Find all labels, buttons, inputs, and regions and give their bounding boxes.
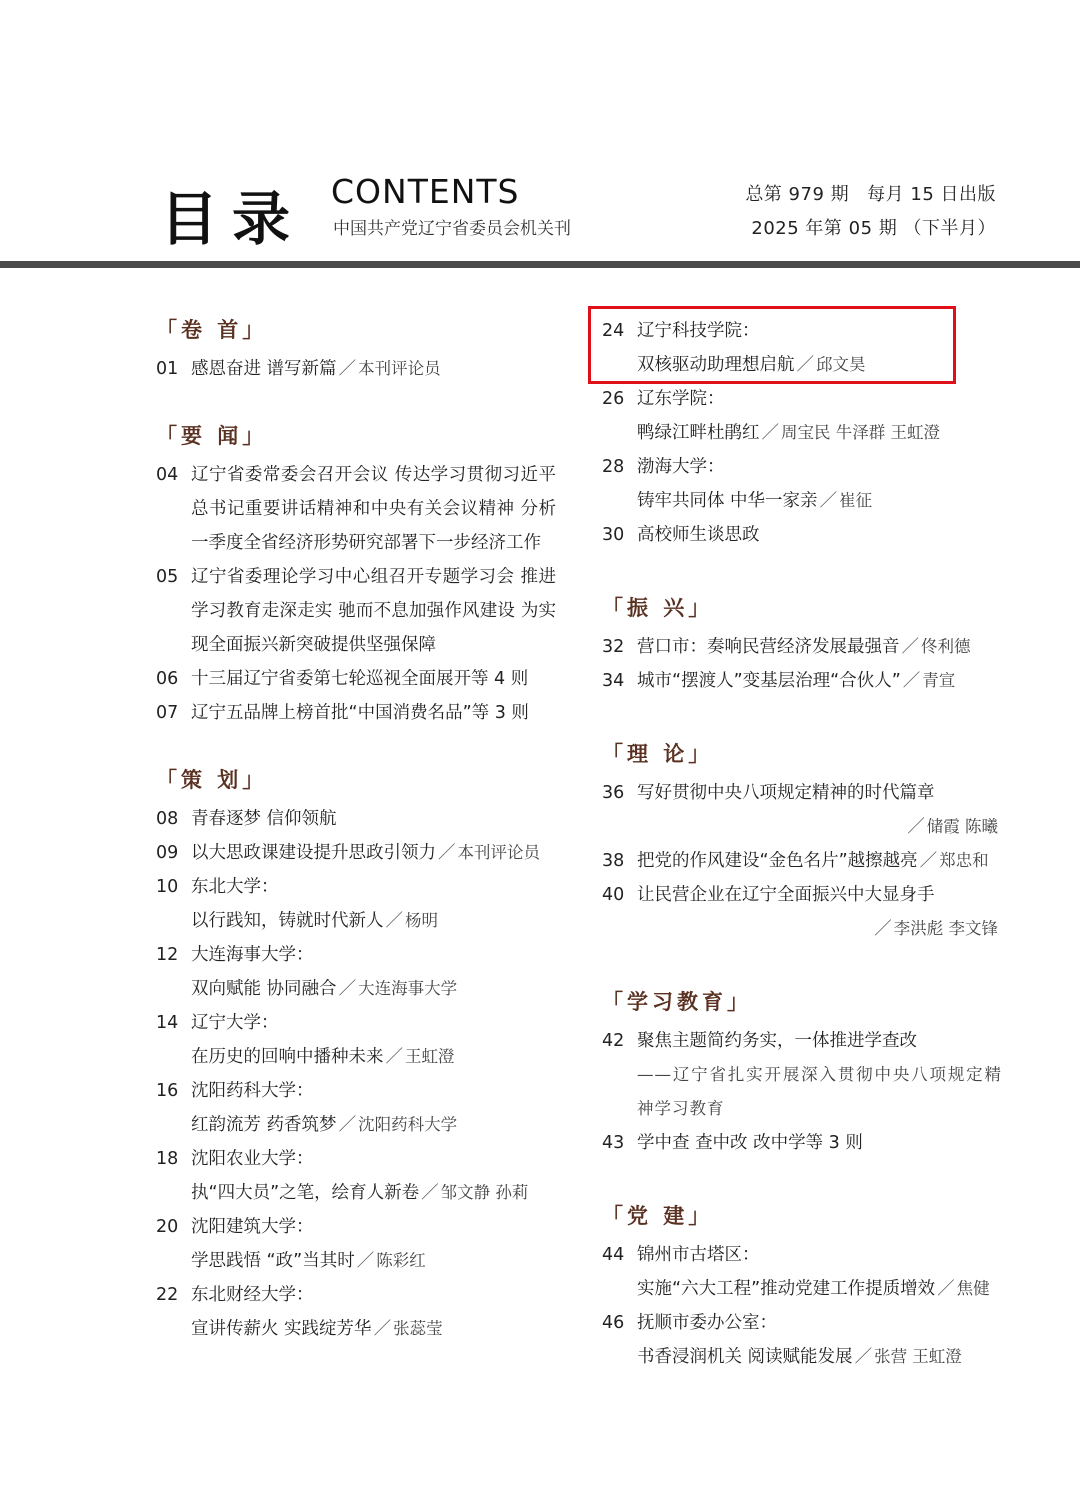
separator: ／	[356, 1251, 375, 1271]
entry-subtitle: 在历史的回响中播种未来	[191, 1047, 384, 1067]
entry-title: 学中查 查中改 改中学等 3 则	[637, 1133, 863, 1153]
toc-entry[interactable]	[602, 1238, 1002, 1306]
entry-title: 感恩奋进 谱写新篇	[191, 359, 337, 379]
header-divider	[0, 261, 1080, 268]
section-heading-dangjian: 「党 建」	[602, 1203, 714, 1228]
page-number: 04	[156, 465, 179, 485]
entry-subtitle: 学思践悟 “政”当其时	[191, 1251, 355, 1271]
entry-author: 李洪彪 李文锋	[893, 919, 998, 938]
page-number: 18	[156, 1149, 179, 1169]
separator: ／	[421, 1183, 439, 1203]
entry-author: 焦健	[956, 1279, 990, 1298]
separator: ／	[373, 1319, 392, 1339]
highlight-box	[588, 306, 956, 384]
toc-entry[interactable]	[156, 1142, 556, 1210]
entry-title: 大连海事大学：	[191, 945, 314, 965]
entry-title: 沈阳农业大学：	[191, 1149, 314, 1169]
entry-title: 以大思政课建设提升思政引领力	[191, 843, 436, 863]
toc-entry[interactable]	[156, 870, 556, 938]
entry-title: 辽宁省委理论学习中心组召开专题学习会 推进学习教育走深走实 驰而不息加强作风建设 为实现全面振兴新突破提供坚强保障	[191, 567, 556, 655]
separator: ／	[338, 359, 357, 379]
toc-entry[interactable]	[602, 1024, 1002, 1126]
toc-entry[interactable]	[602, 776, 1002, 844]
issue-frequency: 每月 15 日出版	[867, 184, 996, 205]
entry-title: 辽宁大学：	[191, 1013, 279, 1033]
page-number: 30	[602, 525, 625, 545]
page-number: 42	[602, 1031, 625, 1051]
page-number: 24	[602, 321, 625, 341]
separator: ／	[819, 491, 838, 511]
left-column	[156, 300, 556, 1346]
toc-entry[interactable]	[156, 836, 556, 870]
toc-entry[interactable]	[156, 802, 556, 836]
entry-title: 辽东学院：	[637, 389, 725, 409]
issue-current: 2025 年第 05 期 （下半月）	[751, 218, 996, 239]
issue-info-line-2	[751, 214, 996, 240]
entry-subtitle: 以行践知，铸就时代新人	[191, 911, 384, 931]
toc-entry[interactable]	[602, 382, 1002, 450]
entry-author: 本刊评论员	[457, 843, 540, 862]
page-number: 16	[156, 1081, 179, 1101]
entry-title: 青春逐梦 信仰领航	[191, 809, 337, 829]
entry-title: 让民营企业在辽宁全面振兴中大显身手	[637, 885, 935, 905]
entry-title: 沈阳建筑大学：	[191, 1217, 314, 1237]
entry-title: 把党的作风建设“金色名片”越擦越亮	[637, 851, 918, 871]
page-number: 32	[602, 637, 625, 657]
separator: ／	[796, 355, 814, 375]
entry-author: 青宣	[922, 671, 956, 690]
toc-entry[interactable]	[156, 1074, 556, 1142]
section-heading-yaowen: 「要 闻」	[156, 423, 268, 448]
page-number: 08	[156, 809, 179, 829]
page-number: 01	[156, 359, 179, 379]
entry-subtitle: 执“四大员”之笔，绘育人新卷	[191, 1183, 420, 1203]
page-number: 28	[602, 457, 625, 477]
separator: ／	[854, 1347, 873, 1367]
page-number: 22	[156, 1285, 179, 1305]
entry-subtitle: 实施“六大工程”推动党建工作提质增效	[637, 1279, 936, 1299]
entry-author: 陈彩红	[376, 1251, 426, 1270]
separator: ／	[937, 1279, 955, 1299]
page-number: 09	[156, 843, 179, 863]
toc-entry[interactable]	[156, 1210, 556, 1278]
separator: ／	[385, 911, 403, 931]
entry-title: 辽宁五品牌上榜首批“中国消费名品”等 3 则	[191, 703, 529, 723]
page-number: 38	[602, 851, 625, 871]
entry-author: 储霞 陈曦	[926, 817, 998, 836]
toc-entry[interactable]	[602, 1126, 1002, 1160]
separator: ／	[902, 671, 921, 691]
entry-subtitle: 鸭绿江畔杜鹃红	[637, 423, 760, 443]
toc-entry[interactable]	[602, 844, 1002, 878]
page-number: 12	[156, 945, 179, 965]
page-number: 26	[602, 389, 625, 409]
entry-title: 锦州市古塔区：	[637, 1245, 760, 1265]
entry-title: 抚顺市委办公室：	[637, 1313, 777, 1333]
entry-title: 高校师生谈思政	[637, 525, 760, 545]
toc-entry[interactable]	[602, 630, 1002, 664]
entry-author: 大连海事大学	[358, 979, 458, 998]
entry-title: 写好贯彻中央八项规定精神的时代篇章	[637, 783, 935, 803]
toc-entry[interactable]	[602, 664, 1002, 698]
issue-total: 总第 979 期	[745, 184, 850, 205]
entry-subtitle: 双核驱动助理想启航	[637, 355, 795, 375]
toc-entry[interactable]	[602, 1306, 1002, 1374]
separator: ／	[338, 979, 357, 999]
page-number: 05	[156, 567, 179, 587]
entry-title: 辽宁科技学院：	[637, 321, 760, 341]
entry-subtitle: 双向赋能 协同融合	[191, 979, 337, 999]
entry-title: 东北大学：	[191, 877, 279, 897]
page-title-en: CONTENTS	[331, 172, 520, 211]
entry-title: 聚焦主题简约务实，一体推进学查改	[637, 1031, 917, 1051]
page-number: 10	[156, 877, 179, 897]
page-number: 07	[156, 703, 179, 723]
entry-author: 本刊评论员	[358, 359, 441, 378]
entry-author: 张营 王虹澄	[874, 1347, 962, 1366]
entry-subtitle: ——辽宁省扎实开展深入贯彻中央八项规定精神学习教育	[637, 1065, 1002, 1118]
publication-subtitle: 中国共产党辽宁省委员会机关刊	[333, 219, 571, 239]
section-heading-zhenxing: 「振 兴」	[602, 595, 714, 620]
page-number: 20	[156, 1217, 179, 1237]
entry-subtitle: 宣讲传薪火 实践绽芳华	[191, 1319, 372, 1339]
entry-title: 十三届辽宁省委第七轮巡视全面展开等 4 则	[191, 669, 529, 689]
entry-author: 崔征	[839, 491, 873, 510]
entry-title: 城市“摆渡人”变基层治理“合伙人”	[637, 671, 901, 691]
entry-author: 张蕊莹	[393, 1319, 443, 1338]
entry-author: 王虹澄	[405, 1047, 455, 1066]
entry-subtitle: 红韵流芳 药香筑梦	[191, 1115, 337, 1135]
separator: ／	[338, 1115, 357, 1135]
section-heading-xuexi: 「学习教育」	[602, 989, 752, 1014]
entry-title: 渤海大学：	[637, 457, 725, 477]
entry-title: 东北财经大学：	[191, 1285, 314, 1305]
page-number: 06	[156, 669, 179, 689]
toc-entry[interactable]	[156, 1006, 556, 1074]
issue-info-line-1	[745, 180, 996, 206]
section-heading-juanshou: 「卷 首」	[156, 317, 268, 342]
entry-subtitle: 书香浸润机关 阅读赋能发展	[637, 1347, 853, 1367]
entry-title: 沈阳药科大学：	[191, 1081, 314, 1101]
toc-entry[interactable]	[156, 458, 556, 560]
page-number: 36	[602, 783, 625, 803]
separator: ／	[901, 637, 919, 657]
entry-author: 杨明	[405, 911, 438, 930]
toc-entry[interactable]	[156, 1278, 556, 1346]
toc-entry[interactable]	[602, 878, 1002, 946]
entry-title: 辽宁省委常委会召开会议 传达学习贯彻习近平总书记重要讲话精神和中央有关会议精神 分析一季度全省经济形势研究部署下一步经济工作	[191, 465, 556, 553]
entry-author: 郑忠和	[939, 851, 989, 870]
toc-entry[interactable]	[156, 352, 556, 386]
section-heading-cehua: 「策 划」	[156, 767, 268, 792]
toc-entry[interactable]	[156, 560, 556, 662]
toc-entry[interactable]	[156, 696, 556, 730]
page-number: 44	[602, 1245, 625, 1265]
entry-title: 营口市：奏响民营经济发展最强音	[637, 637, 900, 657]
toc-entry[interactable]	[602, 518, 1002, 552]
page-number: 14	[156, 1013, 179, 1033]
section-heading-lilun: 「理 论」	[602, 741, 714, 766]
page-number: 40	[602, 885, 625, 905]
entry-subtitle: 铸牢共同体 中华一家亲	[637, 491, 818, 511]
separator: ／	[438, 843, 456, 863]
page-title-cn: 目录	[160, 185, 305, 253]
right-column	[602, 314, 1002, 1374]
separator: ／	[385, 1047, 403, 1067]
separator: ／	[907, 817, 925, 837]
separator: ／	[874, 919, 892, 939]
separator: ／	[761, 423, 779, 443]
page-number: 43	[602, 1133, 625, 1153]
page-number: 34	[602, 671, 625, 691]
toc-entry[interactable]	[156, 938, 556, 1006]
entry-author: 沈阳药科大学	[358, 1115, 458, 1134]
entry-author: 邹文静 孙莉	[440, 1183, 529, 1202]
entry-author: 周宝民 牛泽群 王虹澄	[781, 423, 940, 442]
toc-entry[interactable]	[602, 450, 1002, 518]
toc-entry[interactable]	[156, 662, 556, 696]
separator: ／	[919, 851, 938, 871]
page-number: 46	[602, 1313, 625, 1333]
entry-author: 佟利德	[921, 637, 971, 656]
entry-author: 邱文昊	[816, 355, 866, 374]
